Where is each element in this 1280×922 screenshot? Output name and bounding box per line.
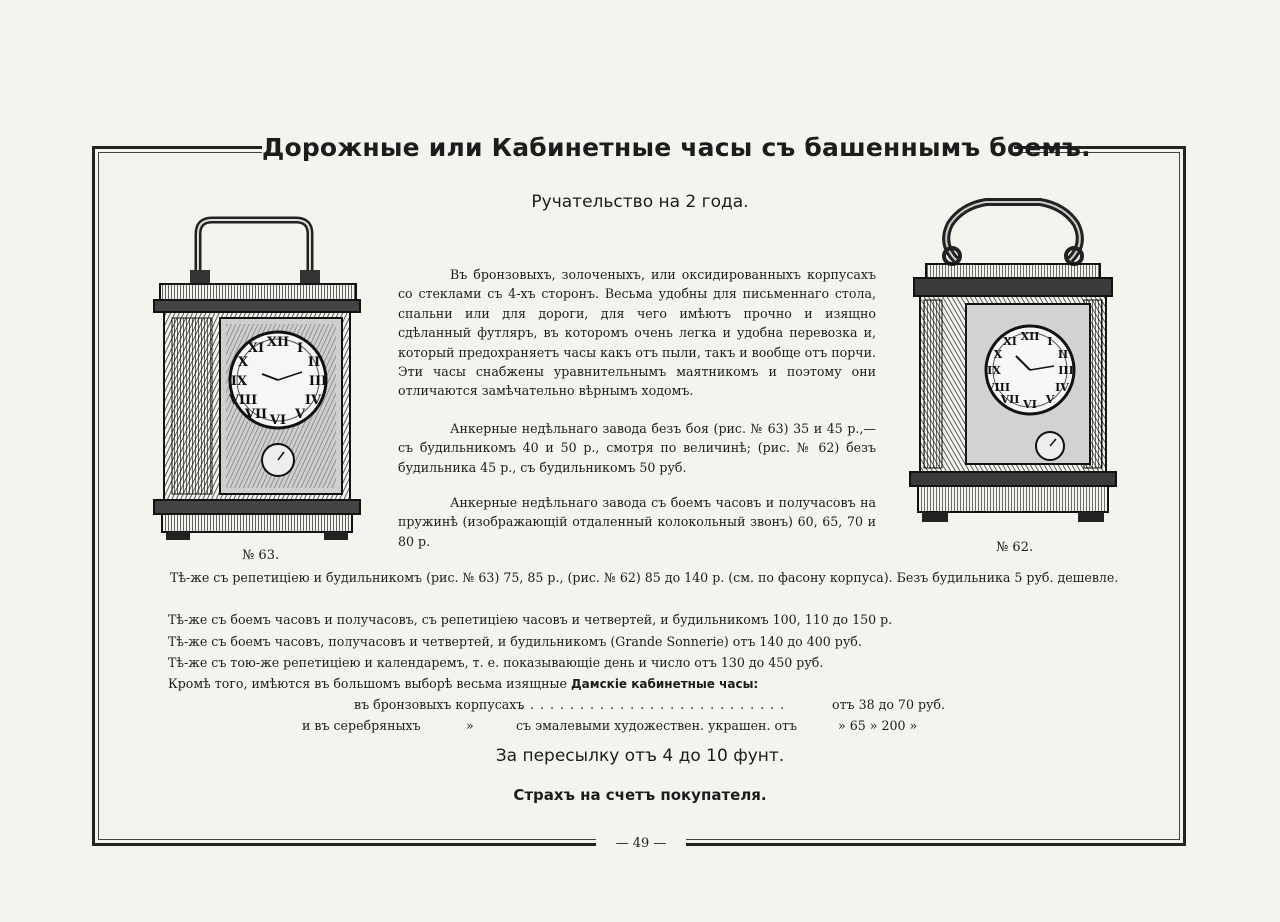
- svg-text:III: III: [1058, 364, 1074, 377]
- svg-text:XI: XI: [1003, 335, 1017, 348]
- svg-text:I: I: [1047, 335, 1053, 348]
- svg-text:II: II: [307, 355, 321, 370]
- bronze-label: въ бронзовыхъ корпусахъ: [354, 697, 525, 712]
- svg-text:X: X: [993, 348, 1003, 361]
- silver-label: и въ серебряныхъ: [302, 718, 421, 733]
- svg-text:VIII: VIII: [228, 393, 258, 408]
- svg-text:IV: IV: [304, 393, 322, 408]
- price-line-1: Тѣ-же съ боемъ часовъ и получасовъ, съ репетиціею часовъ и четвертей, и будильникомъ 100, 110 до 150 р.: [168, 612, 893, 627]
- anchor-weekly-paragraph: Анкерные недѣльнаго завода безъ боя (рис. № 63) 35 и 45 р.,—съ будильникомъ 40 и 50 р., смотря по величинѣ; (рис. № 62) безъ будильника 45 р., съ будильникомъ 50 руб.: [398, 421, 876, 475]
- svg-text:I: I: [296, 341, 304, 356]
- svg-text:XI: XI: [247, 341, 265, 356]
- page-number: — 49 —: [596, 834, 686, 854]
- bronze-price: отъ 38 до 70 руб.: [832, 697, 946, 712]
- svg-text:VII: VII: [244, 407, 268, 422]
- svg-text:VI: VI: [1023, 398, 1037, 411]
- description-paragraph: Въ бронзовыхъ, золоченыхъ, или оксидированныхъ корпусахъ со стеклами съ 4-хъ сторонъ. Весьма удобны для письменнаго стола, спальни или для дороги, для чего имѣютъ прочно и изящно сдѣланный футляръ, въ которомъ очень легка и удобна перевозка и, который предохраняетъ часы какъ отъ пыли, такъ и вообще отъ порчи. Эти часы снабжены уравнительнымъ маятникомъ и поэтому они отличаются замѣчательно вѣрнымъ ходомъ.: [398, 267, 876, 399]
- insurance-note: Страхъ на счетъ покупателя.: [513, 786, 767, 804]
- svg-text:V: V: [1045, 393, 1055, 406]
- anchor-strike-paragraph: Анкерные недѣльнаго завода съ боемъ часовъ и получасовъ на пружинѣ (изображающій отдаленный колокольный звонъ) 60, 65, 70 и 80 р.: [398, 495, 876, 549]
- svg-text:V: V: [294, 407, 306, 422]
- repetition-paragraph: Тѣ-же съ репетиціею и будильникомъ (рис. № 63) 75, 85 р., (рис. № 62) 85 до 140 р. (см. по фасону корпуса). Безъ будильника 5 руб. дешевле.: [170, 570, 1119, 585]
- ladies-intro-line: [168, 676, 758, 691]
- bronze-dots: . . . . . . . . . . . . . . . . . . . . . . . . . . .: [520, 697, 786, 712]
- clock-62-illustration: [900, 184, 1126, 534]
- silver-quote: »: [466, 718, 474, 733]
- silver-desc: съ эмалевыми художествен. украшен. отъ: [516, 718, 798, 733]
- svg-text:IX: IX: [987, 364, 1001, 377]
- ladies-intro-bold: Дамскіе кабинетные часы:: [570, 677, 759, 691]
- price-line-3: Тѣ-же съ тою-же репетиціею и календаремъ, т. е. показывающіе день и число отъ 130 до 450 руб.: [168, 655, 824, 670]
- svg-text:X: X: [237, 355, 249, 370]
- page-title: Дорожные или Кабинетные часы съ башеннымъ боемъ.: [262, 128, 1014, 168]
- silver-price: » 65 » 200 »: [838, 718, 918, 733]
- svg-text:IV: IV: [1055, 381, 1069, 394]
- price-line-2: Тѣ-же съ боемъ часовъ, получасовъ и четвертей, и будильникомъ (Grande Sonnerie) отъ 140 до 400 руб.: [168, 634, 862, 649]
- caption-clock-63: № 63.: [242, 548, 280, 563]
- svg-text:IX: IX: [230, 374, 248, 389]
- svg-text:VI: VI: [269, 413, 287, 428]
- shipping-note: За пересылку отъ 4 до 10 фунт.: [495, 746, 785, 766]
- ladies-intro-text: Кромѣ того, имѣются въ большомъ выборѣ весьма изящные: [168, 676, 567, 691]
- svg-text:VIII: VIII: [986, 381, 1010, 394]
- svg-text:VII: VII: [1000, 393, 1020, 406]
- guarantee-heading: Ручательство на 2 года.: [531, 192, 749, 212]
- svg-text:XII: XII: [266, 335, 290, 350]
- svg-text:XII: XII: [1020, 330, 1040, 343]
- clock-63-illustration: [150, 214, 372, 542]
- svg-text:II: II: [1057, 348, 1069, 361]
- caption-clock-62: № 62.: [996, 540, 1034, 555]
- svg-text:III: III: [308, 374, 328, 389]
